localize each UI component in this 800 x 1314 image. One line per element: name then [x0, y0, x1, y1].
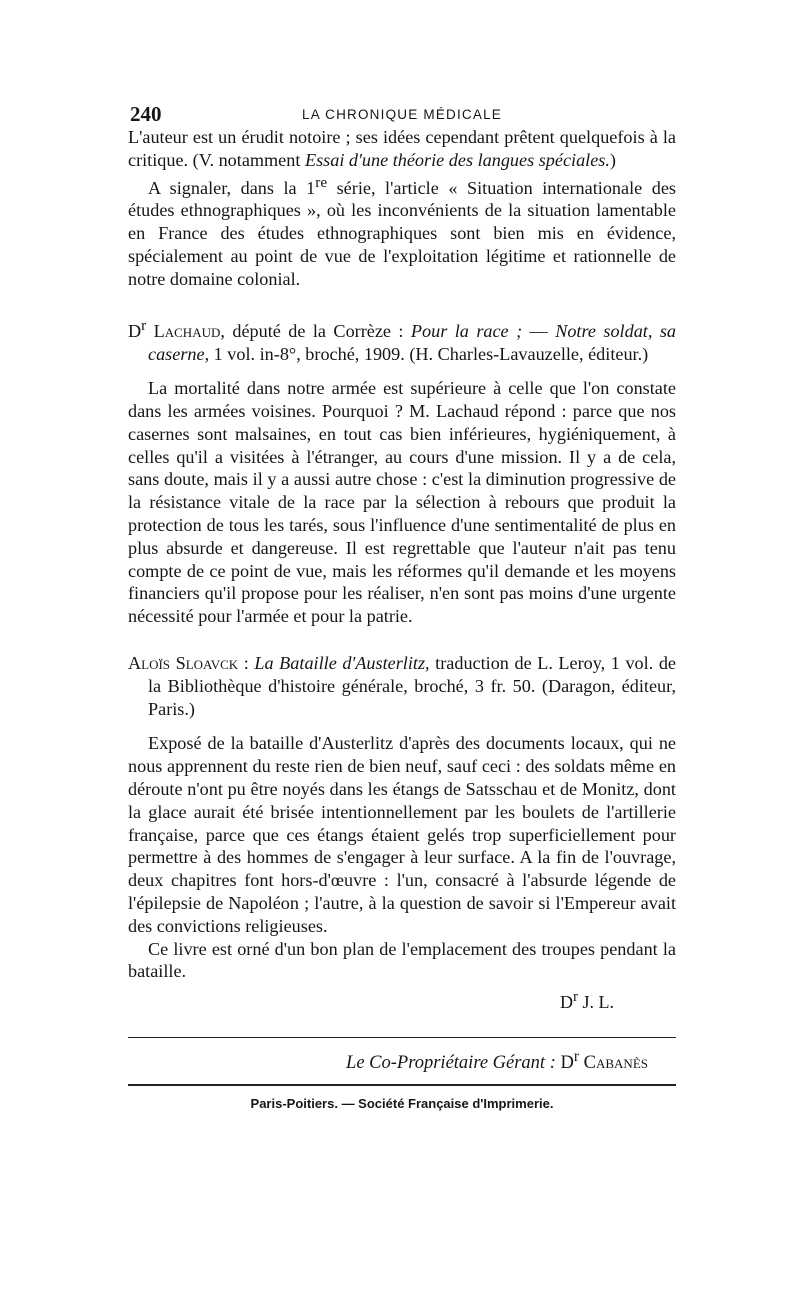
review-lachaud: La mortalité dans notre armée est supérieure à celle que l'on constate dans les armées voisines. Pourquoi ? M. Lachaud répond : parce que nos casernes sont malsaines, en tout cas bien inférieures, hygiéniquement, à celles qu'il a visitées à l'étranger, au cours d'une mission. Il y a de cela, sans doute, mais il y a aussi autre chose : c'est la diminution progressive de la résistance vitale de la race par la sélection à rebours que produit la protection de tous les tarés, sous l'influence d'une sentimentalité de plus en plus absurde et dangereuse. Il est regrettable que l'auteur n'ait pas tenu compte de ce point de vue, mais les réformes qu'il demande et les moyens financiers qu'il propose pour les réaliser, n'en sont pas moins d'une urgente nécessité pour l'armée et pour la patrie.	[128, 378, 676, 627]
paragraph-author-note: L'auteur est un érudit notoire ; ses idées cependant prêtent quelquefois à la critique. (V. notamment Essai d'une théorie des langues spéciales.)	[128, 127, 676, 170]
reviewer-signature: $D^r$ J. L.	[560, 989, 614, 1013]
running-head	[128, 96, 676, 126]
review-sloavck-closing: Ce livre est orné d'un bon plan de l'emplacement des troupes pendant la bataille.	[128, 938, 676, 982]
footer-rule-bottom	[128, 1084, 676, 1086]
book-entry-sloavck: Aloïs Sloavck : La Bataille d'Austerlitz, traduction de L. Leroy, 1 vol. de la Bibliothèque d'histoire générale, broché, 3 fr. 50. (Daragon, éditeur, Paris.)	[128, 653, 676, 719]
publisher-line: Le Co-Propriétaire Gérant : $D^r$ Cabanès	[346, 1048, 648, 1074]
author-name: Lachaud	[153, 320, 221, 341]
page-number: 240	[130, 102, 162, 126]
running-title: LA CHRONIQUE MÉDICALE	[302, 107, 502, 122]
paragraph-article-note: A signaler, dans la 1re série, l'article « Situation internationale des études ethnographiques », où les inconvénients de la situation lamentable en France des études ethnographiques sont bien mis en évidence, spécialement au point de vue de l'exploitation légitime et rationnelle de notre domaine colonial.	[128, 173, 676, 289]
review-sloavck: Exposé de la bataille d'Austerlitz d'après des documents locaux, qui ne nous apprennent du reste rien de bien neuf, sauf ceci : des soldats même en déroute n'ont pu être noyés dans les étangs de Satsschau et de Monitz, dont la glace aurait été brisée intentionnellement par les boulets de l'artillerie française, parce que ces étangs étaient gelés trop superficiellement pour permettre à des hommes de s'engager à leur surface. A la fin de l'ouvrage, deux chapitres font hors-d'œuvre : l'un, consacré à l'absurde légende de l'épilepsie de Napoléon ; l'autre, à la question de savoir si l'Empereur avait des convictions religieuses.	[128, 733, 676, 936]
book-entry-lachaud: $D^r$ Lachaud, député de la Corrèze : Pour la race ; — Notre soldat, sa caserne, 1 vol. in-8°, broché, 1909. (H. Charles-Lavauzelle, éditeur.)	[128, 316, 676, 364]
author-name: Aloïs Sloavck	[128, 653, 239, 674]
document-page	[128, 96, 676, 1111]
printer-imprint: Paris-Poitiers. — Société Française d'Imprimerie.	[250, 1096, 554, 1112]
